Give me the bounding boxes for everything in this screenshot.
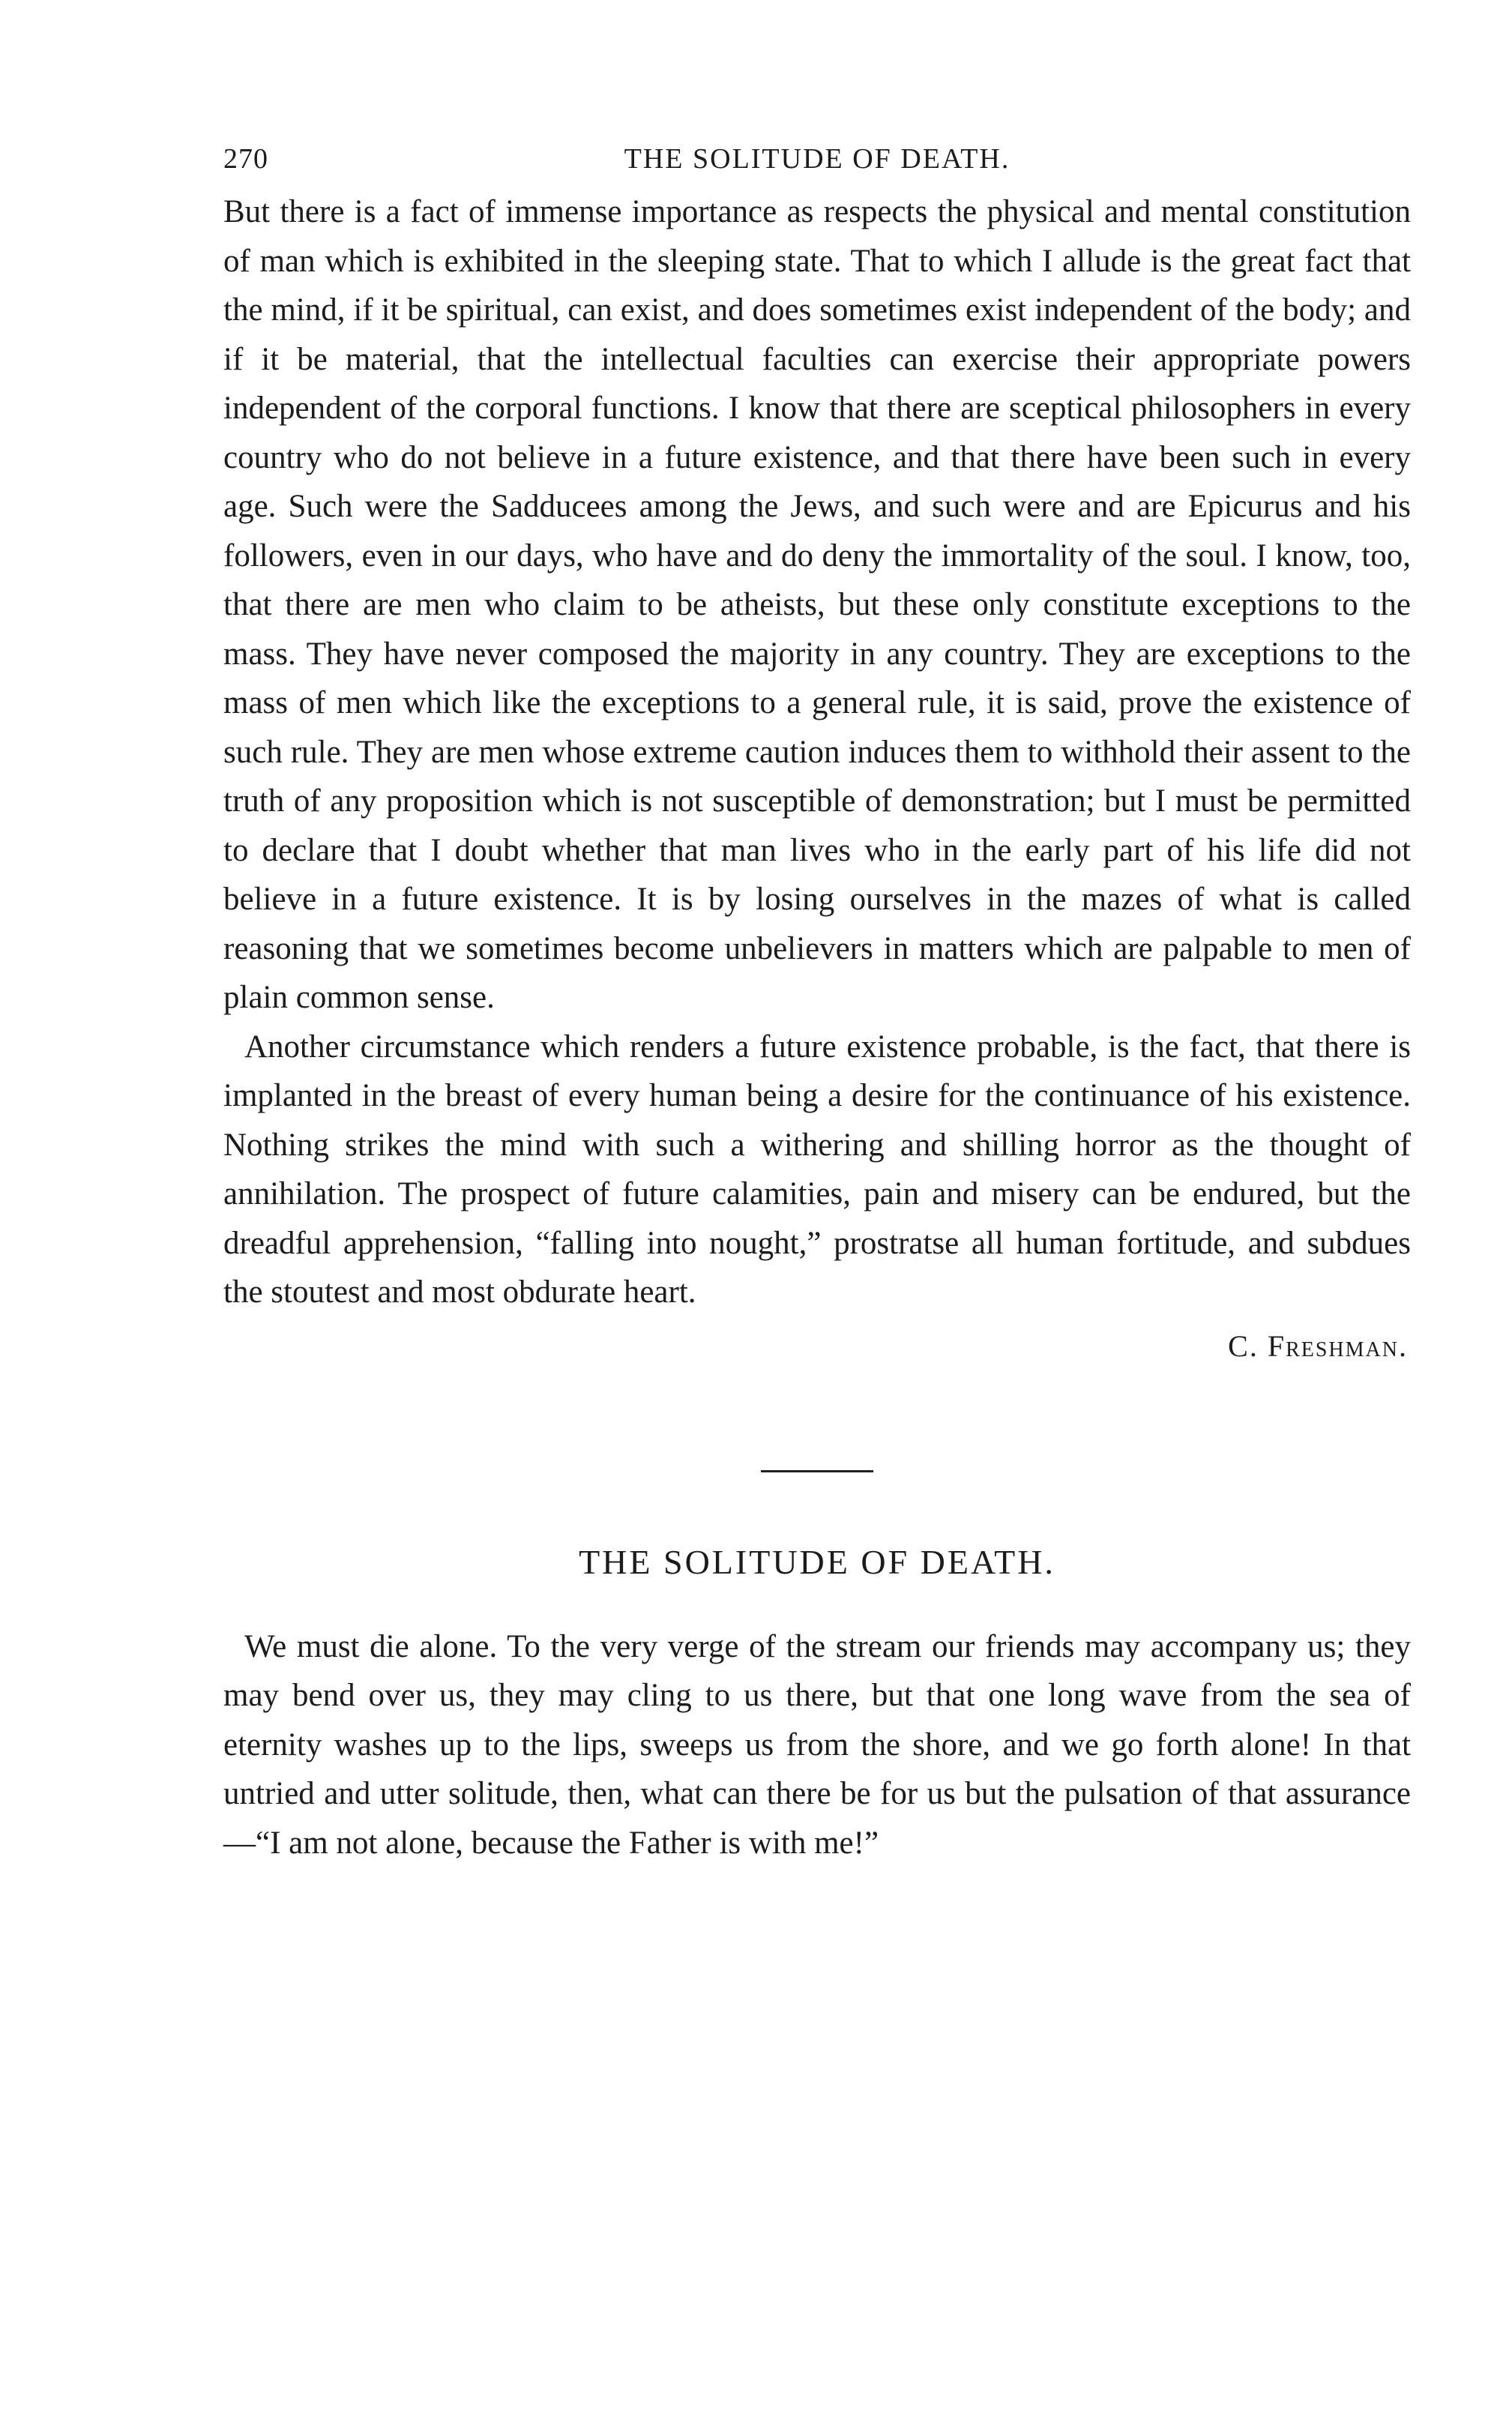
article-paragraph: Another circumstance which renders a future existence probable, is the fact, that there is implanted in the breast of every human being a desire for the continuance of his existence. Nothing strikes the mind with such a withering and shilling horror as the thought of annihilation. The prospect of future calamities, pain and misery can be endured, but the dreadful apprehension, “falling into nought,” prostratse all human fortitude, and subdues the stoutest and most obdurate heart. [223, 1029, 1411, 1310]
author-name: C. Freshman. [1228, 1328, 1408, 1363]
section-divider [761, 1470, 873, 1472]
section-title: THE SOLITUDE OF DEATH. [579, 1542, 1055, 1581]
running-head [223, 142, 1411, 187]
article-paragraph: We must die alone. To the very verge of the stream our friends may accompany us; they may bend over us, they may cling to us there, but that one long wave from the sea of eternity washes up to the lips, sweeps us from the shore, and we go forth alone! In that untried and utter solitude, then, what can there be for us but the pulsation of that assurance—“I am not alone, because the Father is with me!” [223, 1628, 1411, 1861]
running-title: THE SOLITUDE OF DEATH. [624, 143, 1010, 175]
article-paragraph: But there is a fact of immense importance as respects the physical and mental constitution of man which is exhibited in the sleeping state. That to which I allude is the great fact that the mind, if it be spiritual, can exist, and does sometimes exist independent of the body; and if it be material, that the intellectual faculties can exercise their appropriate powers independent of the corporal functions. I know that there are sceptical philosophers in every country who do not believe in a future existence, and that there have been such in every age. Such were the Sadducees among the Jews, and such were and are Epicurus and his followers, even in our days, who have and do deny the immortality of the soul. I know, too, that there are men who claim to be atheists, but these only constitute exceptions to the mass. They have never composed the majority in any country. They are exceptions to the mass of men which like the exceptions to a general rule, it is said, prove the existence of such rule. They are men whose extreme caution induces them to withhold their assent to the truth of any proposition which is not susceptible of demonstration; but I must be permitted to declare that I doubt whether that man lives who in the early part of his life did not believe in a future existence. It is by losing ourselves in the mazes of what is called reasoning that we sometimes become unbelievers in matters which are palpable to men of plain common sense. [223, 194, 1411, 1015]
author-signature [223, 1320, 1411, 1373]
article-solitude [223, 1622, 1411, 1868]
page-number: 270 [223, 143, 268, 175]
article-freshman [223, 187, 1411, 1373]
book-page [223, 142, 1411, 1867]
